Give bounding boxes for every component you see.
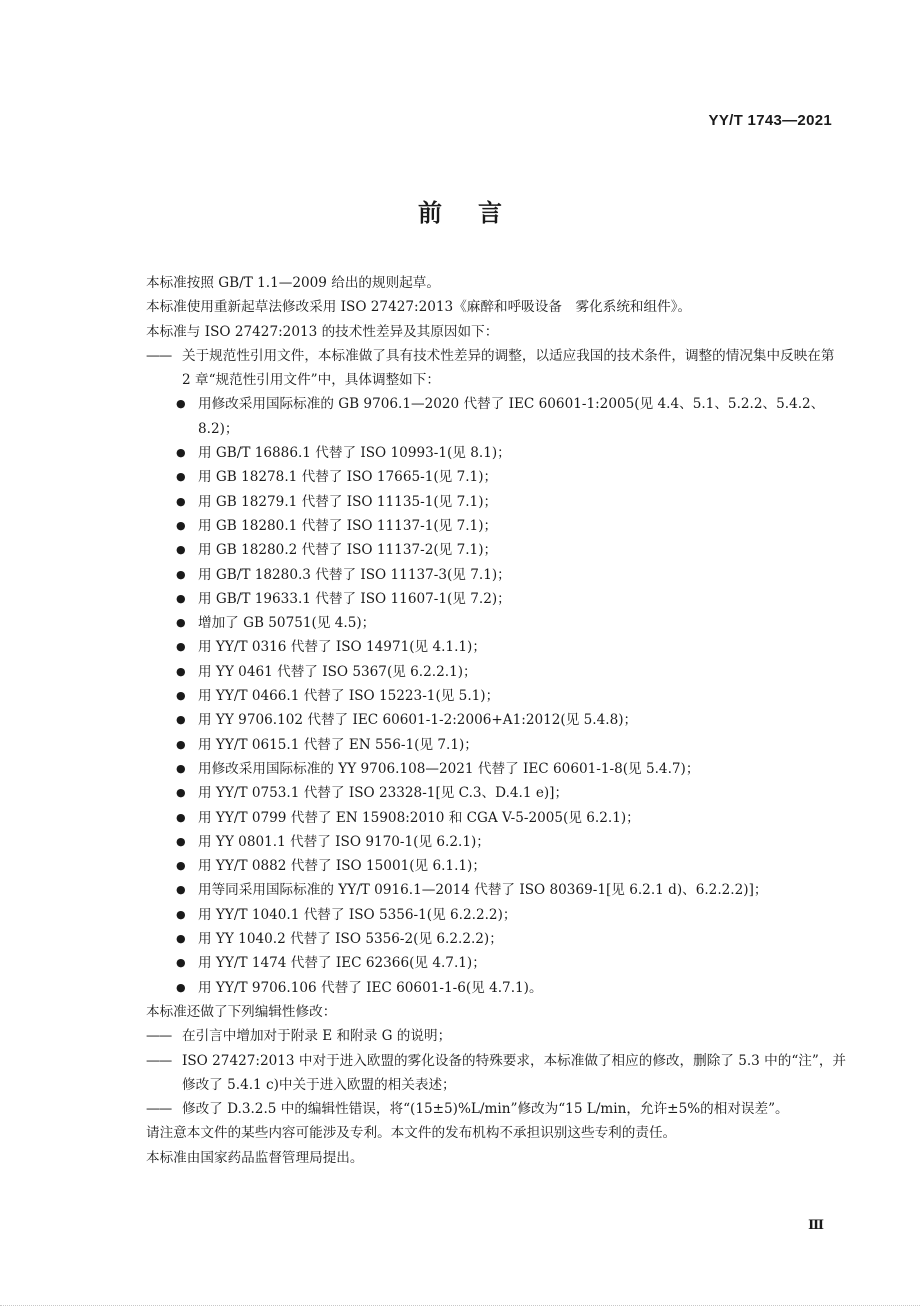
bullet-icon: ● [176, 810, 186, 824]
dash-mark: —— [146, 347, 172, 364]
list-item-text: 用 YY/T 0753.1 代替了 ISO 23328-1[见 C.3、D.4.1 e)]； [198, 785, 569, 802]
bullet-icon: ● [176, 664, 186, 678]
list-item-text: 用 YY/T 9706.106 代替了 IEC 60601-1-6(见 4.7.1)。 [198, 979, 543, 996]
bullet-icon: ● [176, 932, 186, 946]
bullet-icon: ● [176, 616, 186, 630]
list-item-text: 用 YY/T 0615.1 代替了 EN 556-1(见 7.1)； [198, 736, 478, 753]
list-item [176, 465, 846, 489]
dash-mark: —— [146, 1028, 172, 1045]
paragraph-drafting-rules: 本标准按照 GB/T 1.1—2009 给出的规则起草。 [146, 275, 440, 291]
bullet-icon: ● [176, 470, 186, 484]
list-item-text: 用修改采用国际标准的 GB 9706.1—2020 代替了 IEC 60601-1:2005(见 4.4、5.1、5.2.2、5.4.2、8.2)； [198, 396, 825, 437]
dash-item-eu-requirements [146, 1049, 846, 1098]
bullet-icon: ● [176, 907, 186, 921]
list-item [176, 757, 846, 781]
list-item [176, 660, 846, 684]
bullet-icon: ● [176, 446, 186, 460]
bullet-icon: ● [176, 518, 186, 532]
list-item [176, 392, 846, 441]
list-item [176, 441, 846, 465]
bullet-icon: ● [176, 713, 186, 727]
list-item-text: 用 YY/T 1040.1 代替了 ISO 5356-1(见 6.2.2.2)； [198, 906, 517, 923]
bullet-icon: ● [176, 761, 186, 775]
dash-mark: —— [146, 1101, 172, 1118]
paragraph-proposer: 本标准由国家药品监督管理局提出。 [146, 1149, 364, 1166]
bullet-icon: ● [176, 883, 186, 897]
list-item [176, 806, 846, 830]
list-item [176, 563, 846, 587]
list-item-text: 用 YY/T 1474 代替了 IEC 62366(见 4.7.1)； [198, 955, 486, 972]
dash-mark: —— [146, 1052, 172, 1069]
list-item [176, 490, 846, 514]
dash-item-normative-references [146, 344, 846, 393]
list-item-text: 用 YY 0801.1 代替了 ISO 9170-1(见 6.2.1)； [198, 833, 490, 850]
list-item [176, 635, 846, 659]
bullet-icon: ● [176, 859, 186, 873]
page-title: 前言 [418, 199, 538, 227]
list-item [176, 708, 846, 732]
list-item [176, 830, 846, 854]
list-item [176, 976, 846, 1000]
list-item-text: 用 YY/T 0882 代替了 ISO 15001(见 6.1.1)； [198, 858, 486, 875]
list-item-text: 用 YY/T 0316 代替了 ISO 14971(见 4.1.1)； [198, 639, 486, 656]
page-bottom-divider [0, 1305, 920, 1306]
list-item [176, 587, 846, 611]
bullet-icon: ● [176, 737, 186, 751]
list-item-text: 用 GB 18279.1 代替了 ISO 11135-1(见 7.1)； [198, 493, 498, 510]
dash-item-editorial-error [146, 1097, 846, 1121]
dash-item-text: 关于规范性引用文件，本标准做了具有技术性差异的调整，以适应我国的技术条件，调整的情况集中反映在第 2 章“规范性引用文件”中，具体调整如下： [182, 347, 835, 389]
bullet-icon: ● [176, 834, 186, 848]
paragraph-technical-differences: 本标准与 ISO 27427:2013 的技术性差异及其原因如下： [146, 323, 499, 340]
list-item-text: 用 GB/T 18280.3 代替了 ISO 11137-3(见 7.1)； [198, 566, 511, 583]
standard-code: YY/T 1743—2021 [708, 112, 832, 129]
bullet-icon: ● [176, 689, 186, 703]
list-item [176, 611, 846, 635]
bullet-icon: ● [176, 591, 186, 605]
list-item [176, 514, 846, 538]
page-number: Ⅲ [808, 1218, 824, 1233]
list-item-text: 用等同采用国际标准的 YY/T 0916.1—2014 代替了 ISO 80369-1[见 6.2.1 d)、6.2.2.2)]； [198, 882, 768, 899]
list-item-text: 用 GB/T 19633.1 代替了 ISO 11607-1(见 7.2)； [198, 590, 511, 607]
list-item-text: 用 GB/T 16886.1 代替了 ISO 10993-1(见 8.1)； [198, 445, 511, 462]
list-item-text: 用 GB 18278.1 代替了 ISO 17665-1(见 7.1)； [198, 469, 498, 486]
list-item-text: 用 YY 1040.2 代替了 ISO 5356-2(见 6.2.2.2)； [198, 931, 503, 948]
list-item-text: 用 YY/T 0799 代替了 EN 15908:2010 和 CGA V-5-2005(见 6.2.1)； [198, 809, 640, 826]
dash-item-introduction [146, 1024, 846, 1048]
bullet-icon: ● [176, 956, 186, 970]
list-item [176, 538, 846, 562]
list-item-text: 增加了 GB 50751(见 4.5)； [198, 615, 376, 632]
bullet-icon: ● [176, 397, 186, 411]
list-item-text: 用 YY 9706.102 代替了 IEC 60601-1-2:2006+A1:2012(见 5.4.8)； [198, 712, 638, 729]
list-item [176, 903, 846, 927]
list-item-text: 用 GB 18280.1 代替了 ISO 11137-1(见 7.1)； [198, 517, 498, 534]
bullet-icon: ● [176, 640, 186, 654]
list-item-text: 用 YY/T 0466.1 代替了 ISO 15223-1(见 5.1)； [198, 688, 500, 705]
list-item [176, 927, 846, 951]
list-item [176, 781, 846, 805]
list-item [176, 854, 846, 878]
list-item-text: 用修改采用国际标准的 YY 9706.108—2021 代替了 IEC 60601-1-8(见 5.4.7)； [198, 760, 700, 777]
list-item [176, 684, 846, 708]
bullet-icon: ● [176, 494, 186, 508]
reference-replacement-list [146, 392, 846, 999]
dash-item-text: ISO 27427:2013 中对于进入欧盟的雾化设备的特殊要求，本标准做了相应的修改，删除了 5.3 中的“注”，并修改了 5.4.1 c)中关于进入欧盟的相关表述； [182, 1052, 847, 1093]
list-item [176, 951, 846, 975]
list-item-text: 用 GB 18280.2 代替了 ISO 11137-2(见 7.1)； [198, 542, 498, 559]
paragraph-adoption-method: 本标准使用重新起草法修改采用 ISO 27427:2013《麻醉和呼吸设备 雾化系统和组件》。 [146, 299, 692, 316]
bullet-icon: ● [176, 980, 186, 994]
bullet-icon: ● [176, 567, 186, 581]
dash-item-text: 在引言中增加对于附录 E 和附录 G 的说明； [182, 1028, 452, 1045]
list-item [176, 733, 846, 757]
paragraph-editorial-changes: 本标准还做了下列编辑性修改： [146, 1003, 337, 1020]
bullet-icon: ● [176, 543, 186, 557]
dash-item-text: 修改了 D.3.2.5 中的编辑性错误，将“(15±5)%L/min”修改为“15 L/min，允许±5%的相对误差”。 [182, 1101, 789, 1118]
bullet-icon: ● [176, 786, 186, 800]
list-item-text: 用 YY 0461 代替了 ISO 5367(见 6.2.2.1)； [198, 663, 477, 680]
paragraph-patent-notice: 请注意本文件的某些内容可能涉及专利。本文件的发布机构不承担识别这些专利的责任。 [146, 1125, 677, 1142]
document-body [146, 271, 846, 1170]
list-item [176, 878, 846, 902]
